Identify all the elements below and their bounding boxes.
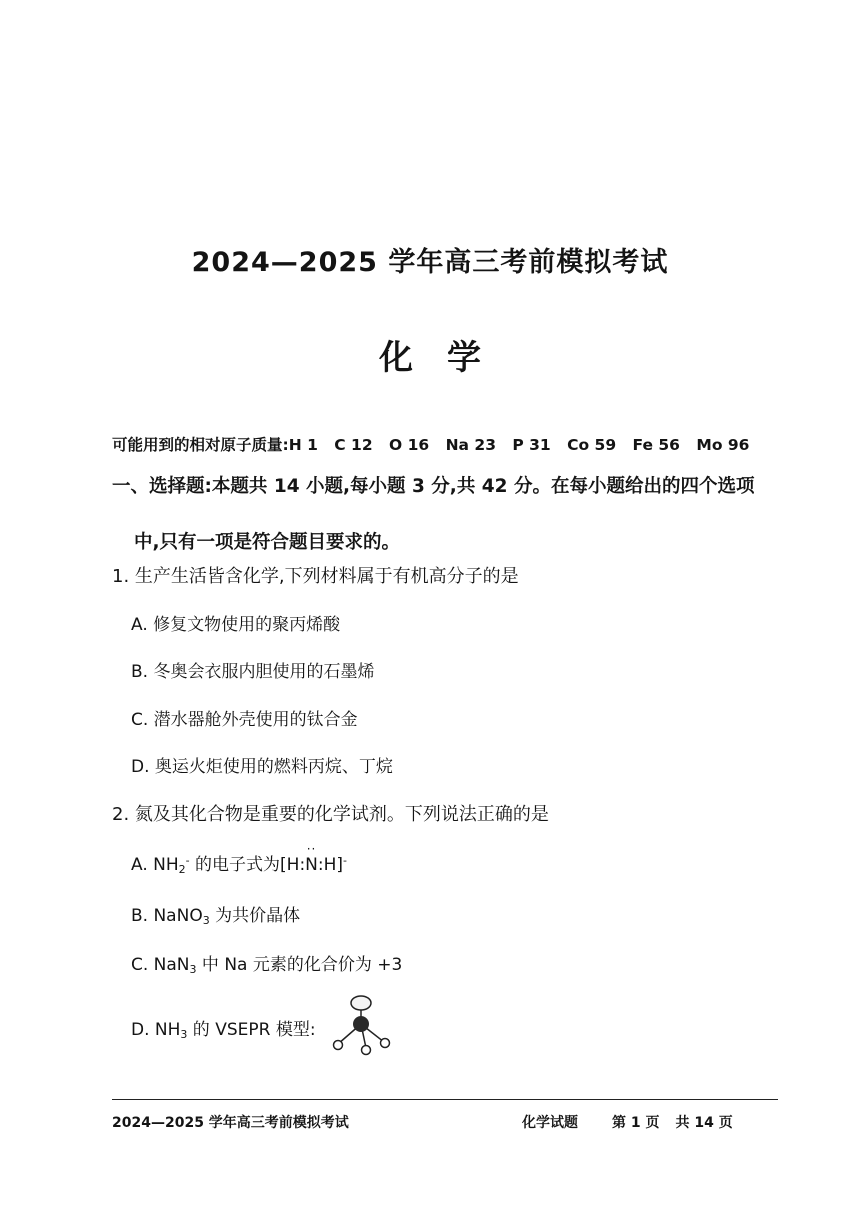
option-a-end: :H] xyxy=(317,855,344,875)
question-1-option-d: D. 奥运火炬使用的燃料丙烷、丁烷 xyxy=(131,757,393,777)
section-instructions xyxy=(112,459,832,571)
mass-o: O 16 xyxy=(389,436,430,454)
question-1-option-b: B. 冬奥会衣服内胆使用的石墨烯 xyxy=(131,662,375,682)
vsepr-model-image xyxy=(326,994,396,1058)
question-1-option-c: C. 潜水器舱外壳使用的钛合金 xyxy=(131,710,358,730)
option-b-subscript: 3 xyxy=(202,914,210,927)
question-1-option-a: A. 修复文物使用的聚丙烯酸 xyxy=(131,615,341,635)
option-c-text: 中 Na 元素的化合价为 +3 xyxy=(196,955,403,975)
option-b-text: 为共价晶体 xyxy=(209,906,301,926)
lone-pair-dots: ·· xyxy=(306,842,317,856)
footer-divider xyxy=(112,1099,778,1100)
mass-co: Co 59 xyxy=(567,436,617,454)
exam-title: 2024—2025 学年高三考前模拟考试 xyxy=(191,247,669,278)
mass-h: H 1 xyxy=(288,436,318,454)
subject-title: 化学 xyxy=(379,338,515,378)
option-d-subscript: 3 xyxy=(180,1028,188,1041)
option-a-end-charge: - xyxy=(343,854,348,867)
option-a-prefix: A. NH xyxy=(131,855,179,875)
question-2-option-b xyxy=(131,901,300,927)
question-2-option-a xyxy=(131,842,348,876)
option-d-text: 的 VSEPR 模型: xyxy=(187,1020,316,1040)
mass-c: C 12 xyxy=(334,436,373,454)
footer-page-number: 第 1 页 xyxy=(612,1115,660,1131)
option-b-prefix: B. NaNO xyxy=(131,906,203,926)
footer-page-info xyxy=(522,1112,733,1132)
footer-subject: 化学试题 xyxy=(522,1115,578,1131)
lewis-nitrogen xyxy=(305,842,318,875)
footer-exam-name: 2024—2025 学年高三考前模拟考试 xyxy=(112,1115,349,1131)
question-2-option-d xyxy=(131,1015,316,1041)
footer-total-pages: 共 14 页 xyxy=(675,1115,733,1131)
atomic-masses-label: 可能用到的相对原子质量: xyxy=(112,436,289,454)
option-a-charge: - xyxy=(185,854,190,867)
option-a-mid: 的电子式为[H: xyxy=(189,855,306,875)
nitrogen-symbol: N xyxy=(305,855,318,875)
atomic-masses-line xyxy=(112,433,832,455)
option-d-prefix: D. NH xyxy=(131,1020,181,1040)
section-line-2: 中,只有一项是符合题目要求的。 xyxy=(134,532,401,553)
mass-mo: Mo 96 xyxy=(696,436,750,454)
mass-na: Na 23 xyxy=(445,436,496,454)
mass-fe: Fe 56 xyxy=(632,436,680,454)
section-line-1: 一、选择题:本题共 14 小题,每小题 3 分,共 42 分。在每小题给出的四个选项 xyxy=(112,476,755,497)
question-2-stem: 2. 氮及其化合物是重要的化学试剂。下列说法正确的是 xyxy=(112,804,549,825)
option-c-prefix: C. NaN xyxy=(131,955,190,975)
mass-p: P 31 xyxy=(512,436,551,454)
option-c-subscript: 3 xyxy=(189,963,197,976)
option-a-subscript: 2 xyxy=(178,863,186,876)
question-1-stem: 1. 生产生活皆含化学,下列材料属于有机高分子的是 xyxy=(112,566,519,587)
question-2-option-c xyxy=(131,950,402,976)
